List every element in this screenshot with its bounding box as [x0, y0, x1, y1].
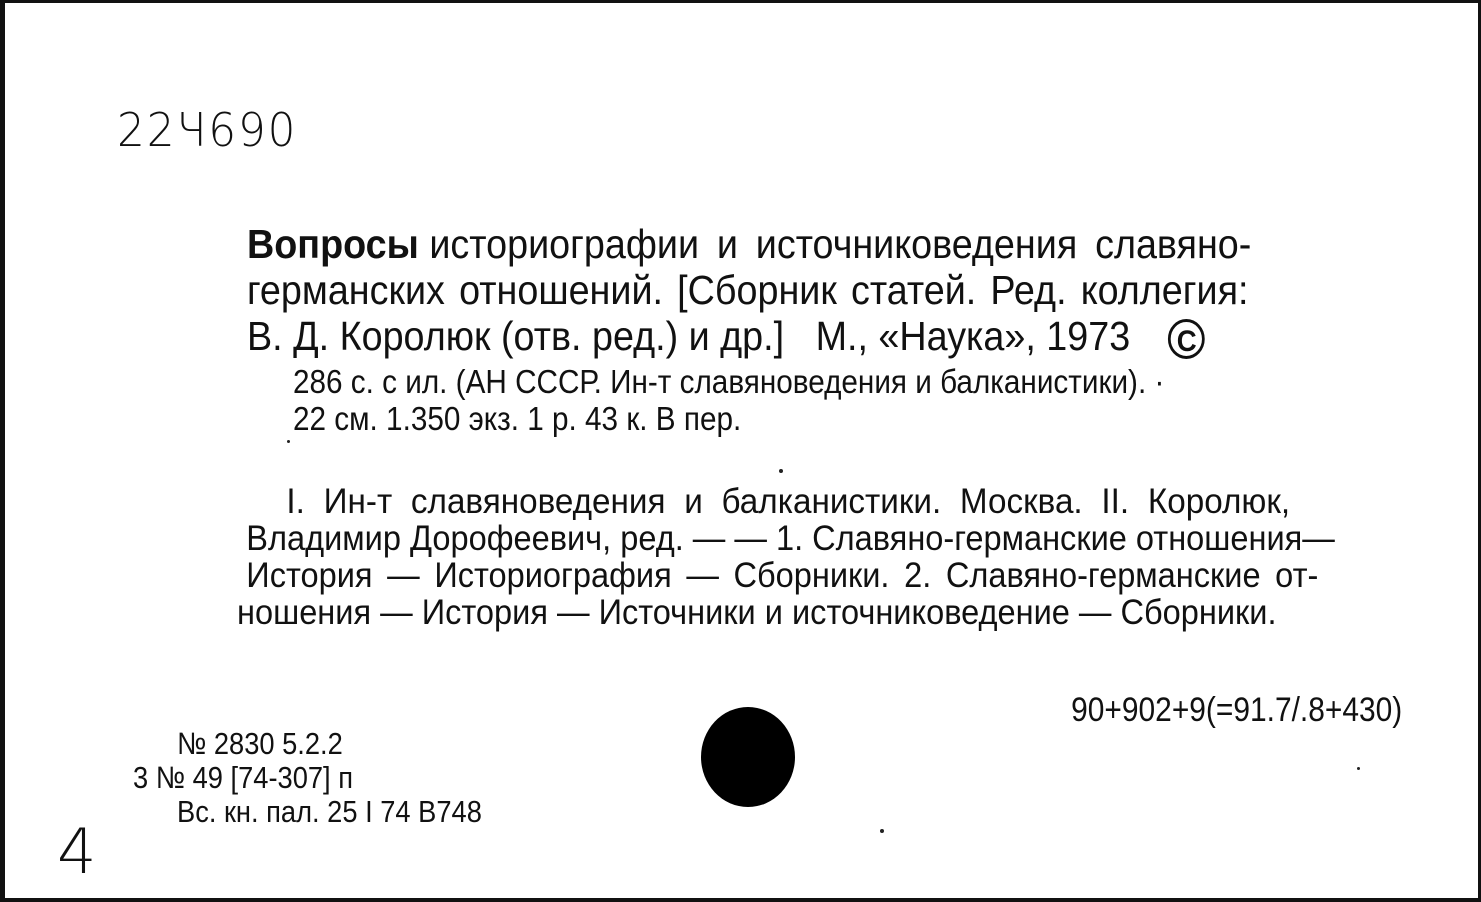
title-line-1 — [247, 221, 1323, 267]
subject-line-text: История — Историография — Сборники. 2. Славяно-германские от- — [246, 556, 1319, 595]
stamp-line: 3 № 49 [74-307] п — [133, 760, 353, 795]
copyright-icon: C — [1168, 319, 1205, 359]
subject-line-text: I. Ин-т славяноведения и балканистики. Москва. II. Королюк, — [286, 482, 1291, 521]
subject-line-text: ношения — История — Источники и источниковедение — Сборники. — [237, 593, 1277, 632]
classification-index: 90+902+9(=91.7/.8+430) — [1070, 691, 1402, 729]
physical-description — [293, 363, 1383, 437]
subject-line — [237, 483, 1358, 520]
description-line: 22 см. 1.350 экз. 1 р. 43 к. В пер. — [293, 400, 742, 437]
subject-headings — [237, 483, 1417, 631]
ink-speck — [287, 440, 290, 443]
ink-speck — [779, 469, 783, 473]
title-line-text: историографии и источниковедения славяно- — [429, 221, 1252, 267]
ink-speck — [1357, 767, 1360, 770]
stamp-line: Вс. кн. пал. 25 I 74 В748 — [177, 794, 482, 829]
subject-line — [237, 594, 1334, 631]
title-line-text: германских отношений. [Сборник статей. Ред. коллегия: — [247, 267, 1249, 313]
subject-line-text: Владимир Дорофеевич, ред. — — 1. Славяно-германские отношения— — [246, 519, 1335, 558]
description-line: 286 с. с ил. (АН СССР. Ин-т славяноведения и балканистики). · — [293, 363, 1165, 400]
title-line-2 — [247, 267, 1323, 313]
title-line-text: В. Д. Королюк (отв. ред.) и др.] М., «Наука», 1973 — [247, 313, 1131, 359]
title-line-3 — [247, 313, 1323, 359]
subject-line — [237, 557, 1334, 594]
title-bold-word: Вопросы — [247, 221, 419, 267]
corner-handwritten-mark: 4 — [57, 815, 97, 888]
filing-hole — [701, 707, 795, 807]
stamp-line: № 2830 5.2.2 — [177, 726, 343, 761]
title-block — [247, 221, 1417, 359]
ink-speck — [880, 829, 884, 833]
printing-stamp — [133, 727, 529, 829]
subject-line — [237, 520, 1334, 557]
accession-number: 22Ч690 — [117, 103, 298, 157]
